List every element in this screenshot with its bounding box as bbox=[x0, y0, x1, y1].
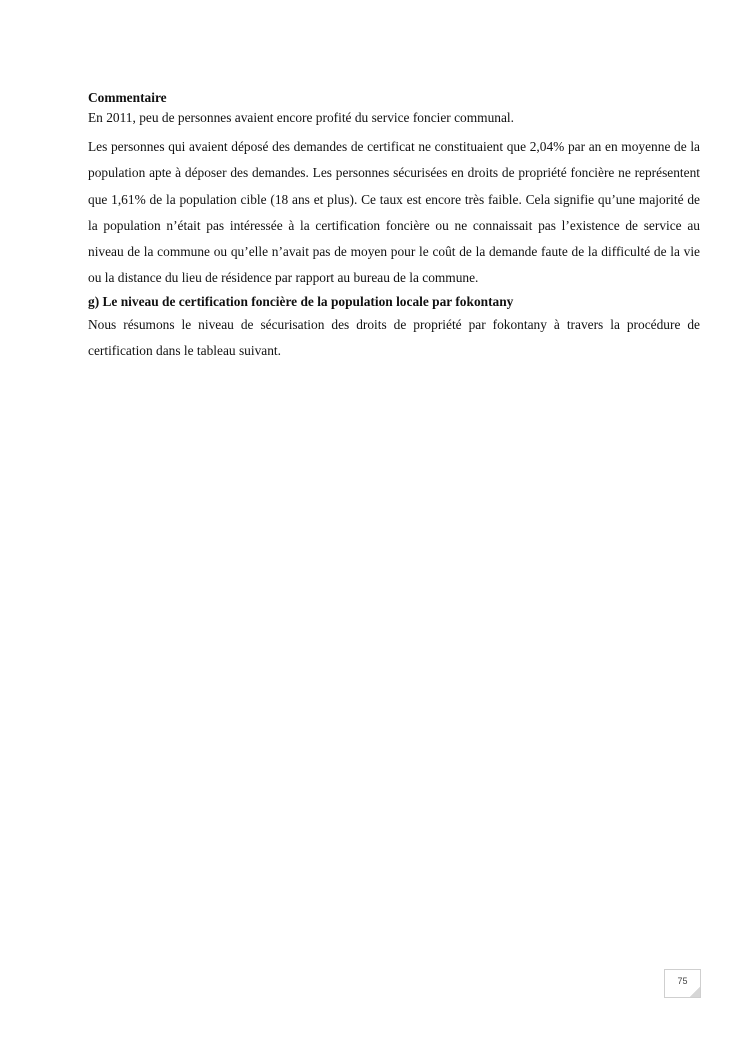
section-g-body: Nous résumons le niveau de sécurisation des droits de propriété par fokontany à travers la procédure de certification dans le tableau suivant. bbox=[88, 316, 700, 359]
commentary-heading: Commentaire bbox=[88, 90, 167, 105]
page-number: 75 bbox=[677, 976, 688, 986]
section-g-heading: g) Le niveau de certification foncière de la population locale par fokontany bbox=[88, 293, 514, 309]
commentary-intro: En 2011, peu de personnes avaient encore profité du service foncier communal. bbox=[88, 110, 514, 125]
commentary-body: Les personnes qui avaient déposé des demandes de certificat ne constituaient que 2,04% par an en moyenne de la population apte à déposer des demandes. Les personnes sécurisées en droits de propriété foncière ne représentent que 1,61% de la population cible (18 ans et plus). Ce taux est encore très faible. Cela signifie qu’une majorité de la population n’était pas intéressée à la certification foncière ou ne connaissait pas l’existence de service au niveau de la commune ou qu’elle n’avait pas de moyen pour le coût de la demande faute de la difficulté de la vie ou la distance du lieu de résidence par rapport au bureau de la commune. bbox=[88, 139, 700, 286]
page-content bbox=[88, 88, 700, 364]
page-curl-icon bbox=[690, 987, 700, 997]
page-number-box bbox=[664, 969, 701, 998]
